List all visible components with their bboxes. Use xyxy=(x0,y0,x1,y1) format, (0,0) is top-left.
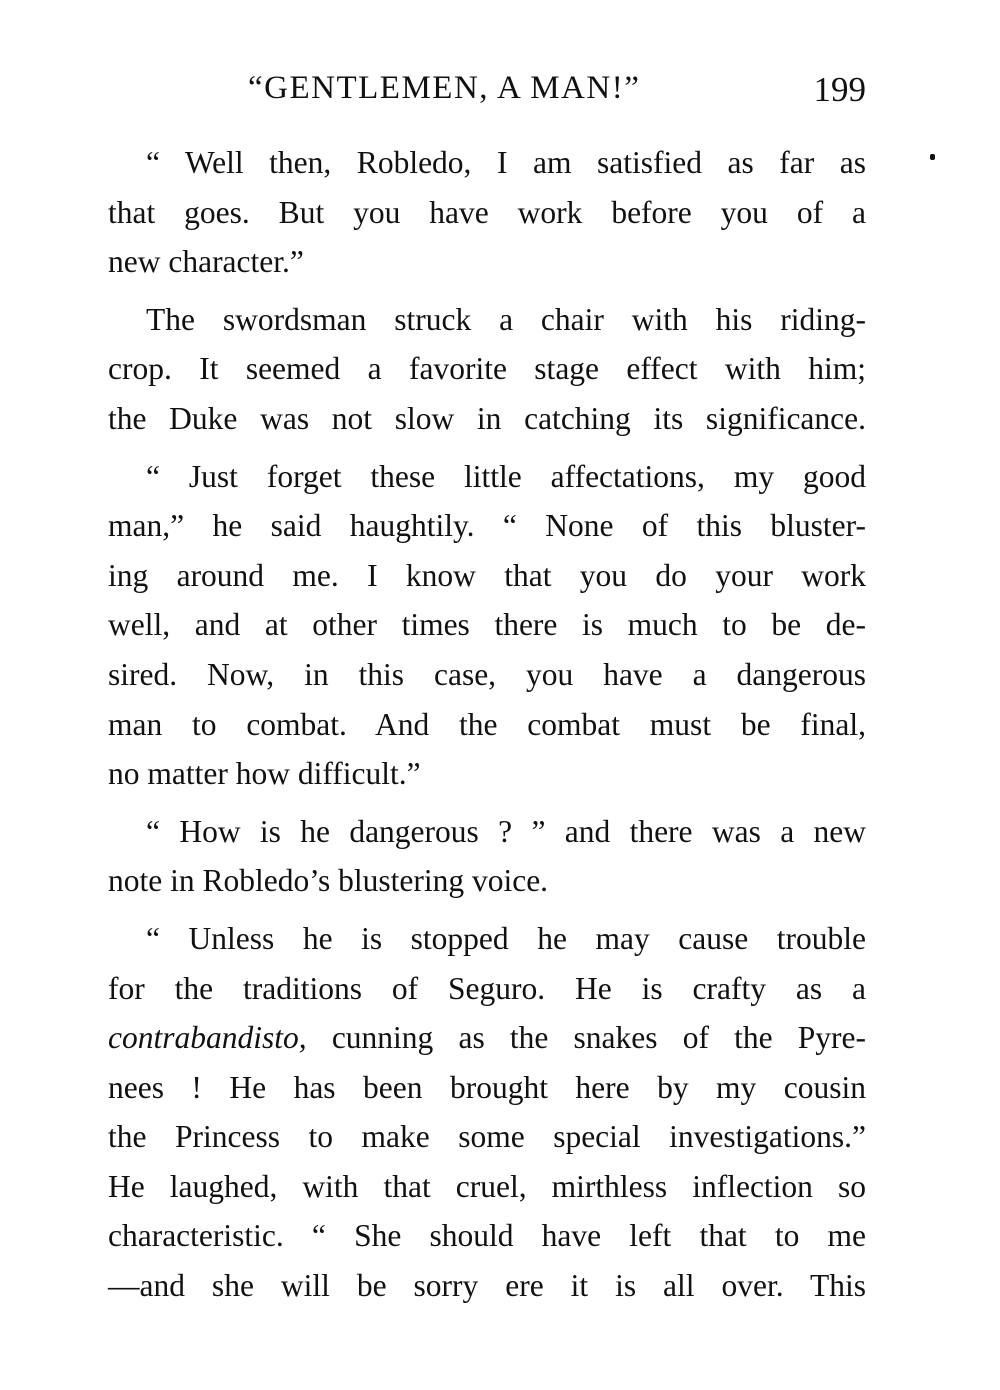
text-line-rest: cunning as the snakes of the Pyre- xyxy=(306,1020,866,1056)
body-text xyxy=(108,138,866,1311)
text-line: “ Well then, Robledo, I am satisfied as far as xyxy=(146,145,866,180)
text-line: man to combat. And the combat must be final, xyxy=(108,706,866,742)
text-line: man,” he said haughtily. “ None of this bluster- xyxy=(108,508,866,544)
text-line: the Duke was not slow in catching its significance. xyxy=(108,400,866,436)
page-number: 199 xyxy=(813,70,866,109)
text-line: note in Robledo’s blustering voice. xyxy=(108,863,549,899)
paragraph xyxy=(108,807,866,906)
paragraph xyxy=(108,452,866,799)
text-line: —and she will be sorry ere it is all over. This xyxy=(108,1268,866,1304)
text-line: characteristic. “ She should have left that to me xyxy=(108,1218,866,1254)
text-line: the Princess to make some special investigations.” xyxy=(108,1119,866,1155)
paragraph xyxy=(108,295,866,444)
text-line: “ How is he dangerous ? ” and there was a new xyxy=(146,813,866,849)
running-head xyxy=(108,70,866,120)
text-line: crop. It seemed a favorite stage effect with him; xyxy=(108,351,866,387)
text-line: new character.” xyxy=(108,244,304,280)
text-line: for the traditions of Seguro. He is crafty as a xyxy=(108,970,866,1006)
paragraph xyxy=(108,914,866,1311)
text-line: ing around me. I know that you do your work xyxy=(108,557,866,593)
running-title: “GENTLEMEN, A MAN!” xyxy=(248,70,641,106)
text-line: well, and at other times there is much to be de- xyxy=(108,607,866,643)
text-line: He laughed, with that cruel, mirthless inflection so xyxy=(108,1168,866,1204)
paragraph xyxy=(108,138,866,287)
text-line: that goes. But you have work before you of a xyxy=(108,194,866,230)
text-line: nees ! He has been brought here by my cousin xyxy=(108,1069,866,1105)
stray-ink-mark xyxy=(930,154,935,160)
text-line: “ Unless he is stopped he may cause trouble xyxy=(146,920,866,956)
text-line: sired. Now, in this case, you have a dangerous xyxy=(108,656,866,692)
text-line: no matter how difficult.” xyxy=(108,756,421,792)
text-line: “ Just forget these little affectations, my good xyxy=(146,458,866,494)
text-line: The swordsman struck a chair with his riding- xyxy=(146,301,866,337)
text-line-with-italic xyxy=(108,1013,866,1063)
italic-word: contrabandisto, xyxy=(108,1020,307,1056)
